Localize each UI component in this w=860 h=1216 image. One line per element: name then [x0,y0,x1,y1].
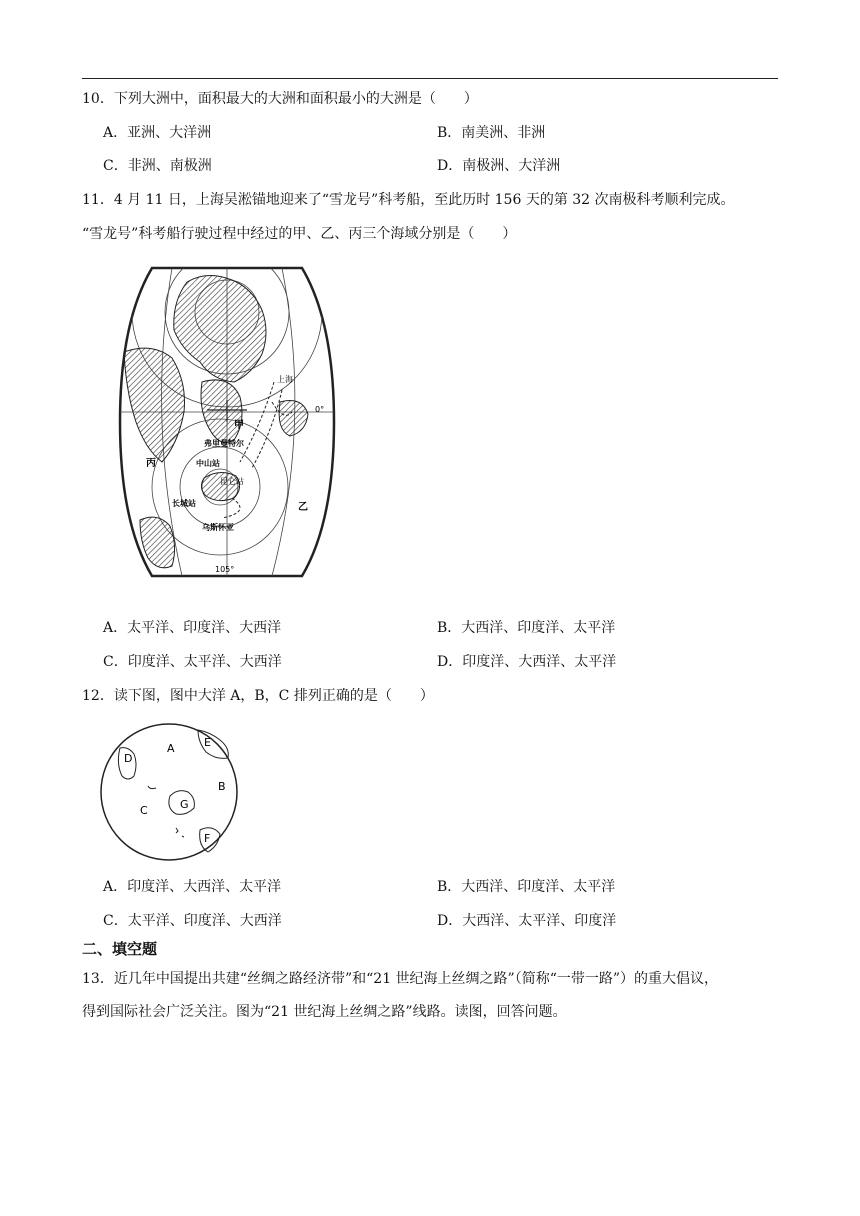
header-rule [82,78,778,79]
label-ushuaia: 乌斯怀亚 [202,523,234,532]
q12-option-a[interactable]: A．印度洋、大西洋、太平洋 [103,879,282,895]
globe-label-d: D [124,752,133,765]
q11-option-d[interactable]: D．印度洋、大西洋、太平洋 [437,654,617,670]
q13-stem-line2: 得到国际社会广泛关注。图为“21 世纪海上丝绸之路”线路。读图，回答问题。 [82,1004,567,1020]
globe-label-e: E [204,736,211,749]
globe-label-a: A [167,742,175,755]
section-2-title: 二、填空题 [82,940,158,958]
globe-label-c: C [140,804,148,817]
q11-stem-line2: “雪龙号”科考船行驶过程中经过的甲、乙、丙三个海域分别是（ ） [82,226,517,242]
q12-stem: 12．读下图，图中大洋 A，B，C 排列正确的是（ ） [82,688,434,704]
q10-option-d[interactable]: D．南极洲、大洋洲 [437,158,561,174]
q11-stem-line1: 11．4 月 11 日，上海吴淞锚地迎来了“雪龙号”科考船，至此历时 156 天的第 32 次南极科考顺利完成。 [82,192,735,208]
q12-globe-map [98,718,240,866]
q11-option-a[interactable]: A．太平洋、印度洋、大西洋 [103,620,282,636]
q10-stem: 10．下列大洲中，面积最大的大洲和面积最小的大洲是（ ） [82,91,478,107]
label-changcheng: 长城站 [172,499,196,508]
label-shanghai: 上海 [277,375,293,384]
label-105deg: 105° [215,565,235,574]
label-fremantle: 弗里曼特尔 [204,439,244,448]
globe-label-b: B [218,780,226,793]
globe-label-g: G [180,798,189,811]
q12-option-c[interactable]: C．太平洋、印度洋、大西洋 [103,913,282,929]
q13-stem-line1: 13．近几年中国提出共建“丝绸之路经济带”和“21 世纪海上丝绸之路”（简称“一带一路”）的重大倡议， [82,971,719,987]
q11-polar-route-map [112,262,342,582]
label-0deg: 0° [315,405,325,414]
q10-option-c[interactable]: C．非洲、南极洲 [103,158,212,174]
q11-option-c[interactable]: C．印度洋、太平洋、大西洋 [103,654,282,670]
label-bing: 丙 [146,458,156,469]
globe-label-f: F [204,832,211,845]
q11-option-b[interactable]: B．大西洋、印度洋、太平洋 [437,620,616,636]
q10-option-b[interactable]: B．南美洲、非洲 [437,125,546,141]
label-jia: 甲 [234,420,244,431]
q10-option-a[interactable]: A．亚洲、大洋洲 [103,125,212,141]
label-kunlun: 昆仑站 [220,477,244,486]
label-yi: 乙 [298,502,308,513]
q12-option-b[interactable]: B．大西洋、印度洋、太平洋 [437,879,616,895]
q12-option-d[interactable]: D．大西洋、太平洋、印度洋 [437,913,617,929]
label-zhongshan: 中山站 [196,459,220,468]
